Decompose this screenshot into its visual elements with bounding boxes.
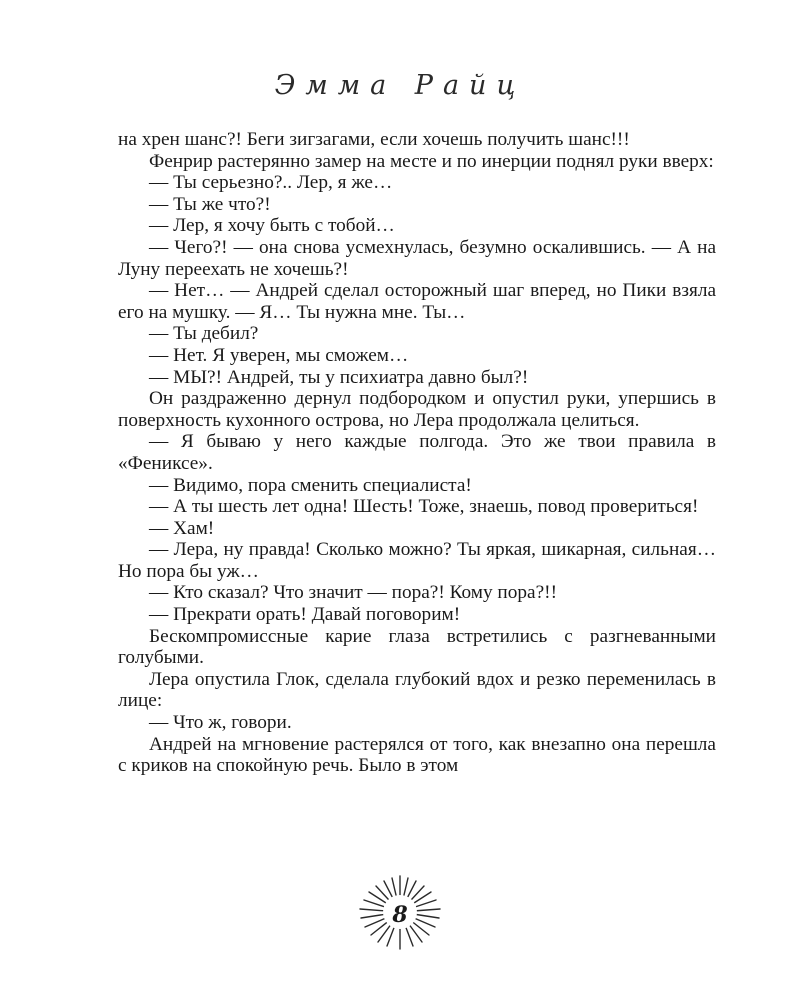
body-text [118, 129, 716, 777]
paragraph: — Кто сказал? Что значит — пора?! Кому пора?!! [149, 582, 557, 604]
paragraph: Андрей на мгновение растерялся от того, как внезапно она перешла с криков на спокойную речь. Было в этом [118, 733, 716, 777]
page-number: 8 [392, 902, 408, 928]
paragraph: — Прекрати орать! Давай поговорим! [149, 604, 461, 626]
paragraph: — Я бываю у него каждые полгода. Это же твои правила в «Фениксе». [118, 431, 716, 474]
paragraph: — Что ж, говори. [149, 712, 292, 734]
paragraph: — Чего?! — она снова усмехнулась, безумно оскалившись. — А на Луну переехать не хочешь?! [118, 236, 716, 280]
paragraph: Бескомпромиссные карие глаза встретились с разгневанными голубыми. [118, 625, 716, 669]
paragraph: Он раздраженно дернул подбородком и опустил руки, упершись в поверхность кухонного острова, но Лера продолжала целиться. [118, 388, 716, 431]
paragraph: Лера опустила Глок, сделала глубокий вдох и резко переменилась в лице: [118, 668, 716, 712]
paragraph: Фенрир растерянно замер на месте и по инерции поднял руки вверх: [149, 150, 714, 172]
paragraph: — Ты дебил? [149, 323, 259, 345]
running-header: Эмма Райц [274, 70, 526, 101]
paragraph: — Ты же что?! [149, 193, 271, 215]
paragraph: — МЫ?! Андрей, ты у психиатра давно был?! [149, 366, 529, 388]
paragraph: на хрен шанс?! Беги зигзагами, если хочешь получить шанс!!! [118, 129, 630, 150]
paragraph: — Лер, я хочу быть с тобой… [149, 215, 395, 237]
paragraph: — Хам! [149, 517, 215, 539]
paragraph: — Видимо, пора сменить специалиста! [149, 474, 472, 496]
paragraph: — Лера, ну правда! Сколько можно? Ты яркая, шикарная, сильная… Но пора бы уж… [118, 539, 716, 582]
paragraph: — Нет. Я уверен, мы сможем… [149, 344, 409, 366]
paragraph: — Нет… — Андрей сделал осторожный шаг вперед, но Пики взяла его на мушку. — Я… Ты нужна мне. Ты… [118, 280, 716, 323]
page-footer [0, 872, 800, 952]
paragraph: — А ты шесть лет одна! Шесть! Тоже, знаешь, повод провериться! [149, 496, 699, 518]
paragraph: — Ты серьезно?.. Лер, я же… [149, 172, 393, 194]
